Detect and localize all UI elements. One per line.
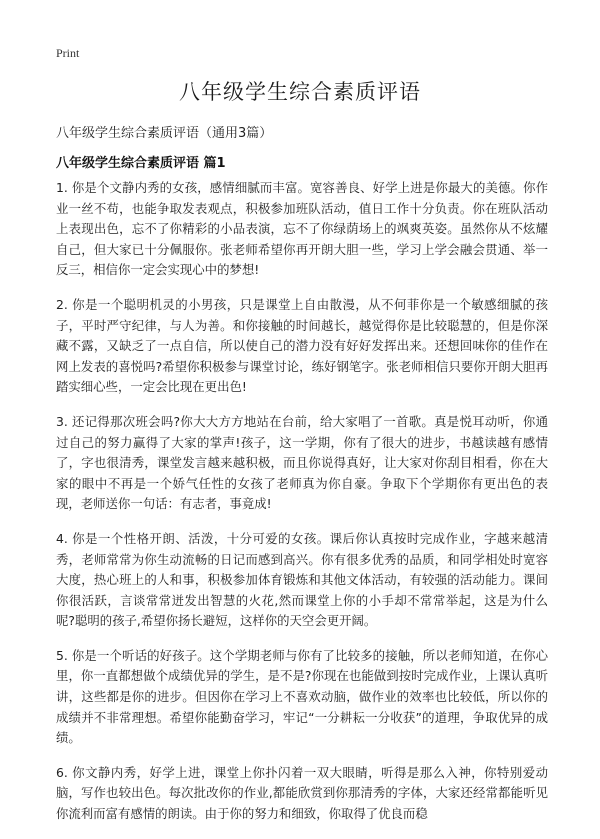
comment-paragraph-1: 1. 你是个文静内秀的女孩，感情细腻而丰富。宽容善良、好学上进是你最大的美德。你作业一丝不苟，也能争取发表观点，积极参加班队活动，值日工作十分负责。你在班队活动上表现出色，忘不了你精彩的小品表演，忘不了你绿荫场上的飒爽英姿。虽然你从不炫耀自己，但大家已十分佩服你。张老师希望你再开朗大胆一些，学习上学会融会贯通、举一反三，相信你一定会实现心中的梦想!	[56, 180, 548, 278]
document-subtitle: 八年级学生综合素质评语（通用3篇）	[56, 126, 273, 141]
comment-paragraph-5: 5. 你是一个听话的好孩子。这个学期老师与你有了比较多的接触，所以老师知道，在你心里，你一直都想做个成绩优异的学生，是不是?你现在也能做到按时完成作业，上课认真听讲，这些都是你的进步。但因你在学习上不喜欢动脑，做作业的效率也比较低，所以你的成绩并不非常理想。希望你能勤奋学习，牢记“一分耕耘一分收获”的道理，争取优异的成绩。	[56, 647, 548, 746]
comment-paragraph-6: 6. 你文静内秀，好学上进，课堂上你扑闪着一双大眼睛，听得是那么入神，你特别爱动脑，写作也较出色。每次批改你的作业,都能欣赏到你那清秀的字体，大家还经常都能听见你流利而富有感情的朗读。由于你的努力和细致，你取得了优良而稳	[56, 764, 548, 822]
comment-paragraph-2: 2. 你是一个聪明机灵的小男孩，只是课堂上自由散漫，从不何菲你是一个敏感细腻的孩子，平时严守纪律，与人为善。和你接触的时间越长，越觉得你是比较聪慧的，但是你深藏不露，又缺乏了一点自信，所以使自己的潜力没有好好发挥出来。还想回味你的佳作在网上发表的喜悦吗?希望你积极参与课堂讨论，练好钢笔字。张老师相信只要你开朗大胆再踏实细心些，一定会比现在更出色!	[56, 296, 548, 395]
section-heading: 八年级学生综合素质评语 篇1	[56, 156, 226, 171]
page-title: 八年级学生综合素质评语	[179, 80, 421, 104]
comment-list	[56, 178, 548, 839]
comment-paragraph-3: 3. 还记得那次班会吗?你大大方方地站在台前，给大家唱了一首歌。真是悦耳动听，你通过自己的努力赢得了大家的掌声!孩子，这一学期，你有了很大的进步，书越读越有感情了，字也很清秀，课堂发言越来越积极，而且你说得真好，让大家对你刮目相看，你在大家的眼中不再是一个娇气任性的女孩了老师真为你自豪。争取下个学期你有更出色的表现，老师送你一句话：有志者，事竟成!	[56, 413, 548, 512]
print-link[interactable]: Print	[56, 46, 80, 60]
comment-paragraph-4: 4. 你是一个性格开朗、活泼，十分可爱的女孩。课后你认真按时完成作业，字越来越清秀，老师常常为你生动流畅的日记而感到高兴。你有很多优秀的品质，和同学相处时宽容大度，热心班上的人和事，积极参加体育锻炼和其他文体活动，有较强的活动能力。课间你很活跃，言谈常常迸发出智慧的火花,然而课堂上你的小手却不常常举起，这是为什么呢?聪明的孩子,希望你扬长避短，这样你的天空会更开阔。	[56, 530, 548, 629]
